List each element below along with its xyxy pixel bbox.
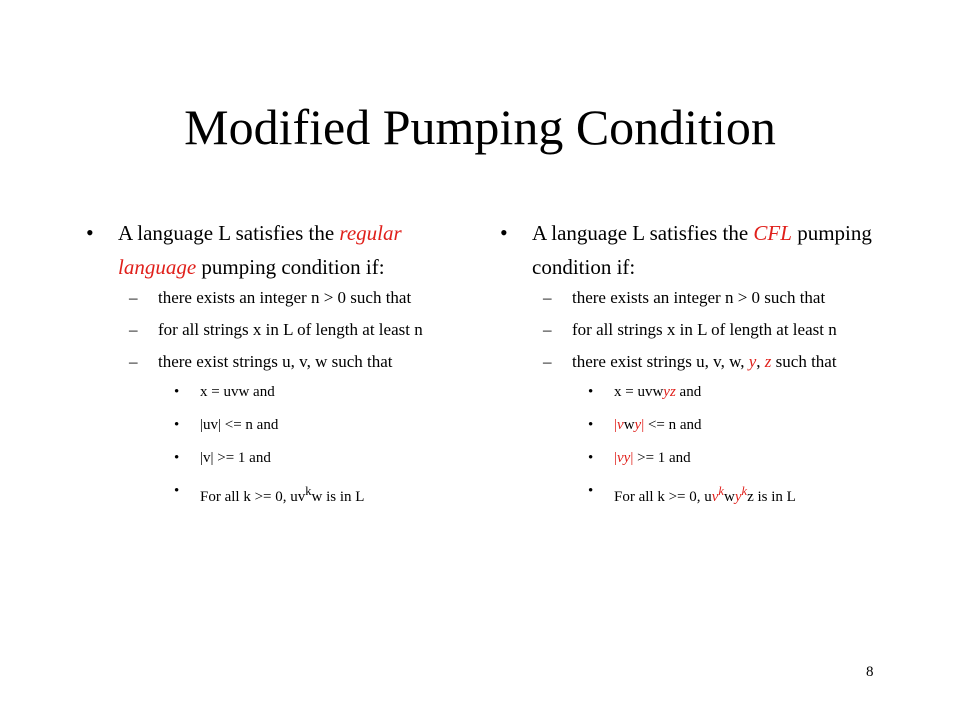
left-condition-2: – for all strings x in L of length at least n	[129, 318, 466, 342]
right-condition-3: – there exist strings u, v, w, y, z such that	[543, 350, 890, 374]
regular-language-highlight: regular language	[118, 221, 402, 279]
page-title: Modified Pumping Condition	[184, 99, 776, 155]
right-column	[500, 216, 890, 520]
right-sub-item-2: • |vwy| <= n and	[588, 417, 702, 433]
dash-icon: –	[543, 352, 552, 371]
bullet-icon: •	[588, 450, 594, 466]
bullet-icon: •	[588, 384, 594, 400]
dash-icon: –	[543, 288, 552, 307]
right-condition-2: – for all strings x in L of length at least n	[543, 318, 890, 342]
left-sub-item-2: • |uv| <= n and	[174, 417, 279, 433]
left-sub-item-4: • For all k >= 0, $uv^kw$ is in L	[174, 483, 365, 505]
right-sub-item-1: • x = uvwyz and	[588, 384, 702, 400]
right-sub-item-3: • |vy| >= 1 and	[588, 450, 691, 466]
left-condition-3: – there exist strings u, v, w such that	[129, 350, 466, 374]
page-number: 8	[866, 664, 874, 680]
bullet-icon: •	[174, 417, 180, 433]
bullet-icon: •	[500, 220, 508, 245]
dash-icon: –	[129, 352, 138, 371]
bullet-icon: •	[86, 220, 94, 245]
right-sub-item-4: • For all k >= 0, $uv^kwy^kz$ is in L	[588, 483, 796, 505]
bullet-icon: •	[588, 417, 594, 433]
dash-icon: –	[129, 320, 138, 339]
left-column	[86, 216, 466, 520]
left-sub-item-3: • |v| >= 1 and	[174, 450, 271, 466]
right-intro: • A language L satisfies the CFL pumping condition if:	[500, 216, 890, 284]
cfl-highlight: CFL	[753, 221, 792, 245]
bullet-icon: •	[174, 483, 180, 499]
dash-icon: –	[543, 320, 552, 339]
dash-icon: –	[129, 288, 138, 307]
bullet-icon: •	[174, 450, 180, 466]
left-sub-item-1: • x = uvw and	[174, 384, 275, 400]
left-condition-1: – there exists an integer n > 0 such that	[129, 286, 466, 310]
bullet-icon: •	[174, 384, 180, 400]
bullet-icon: •	[588, 483, 594, 499]
left-intro: • A language L satisfies the regular language pumping condition if:	[86, 216, 466, 284]
right-condition-1: – there exists an integer n > 0 such that	[543, 286, 890, 310]
